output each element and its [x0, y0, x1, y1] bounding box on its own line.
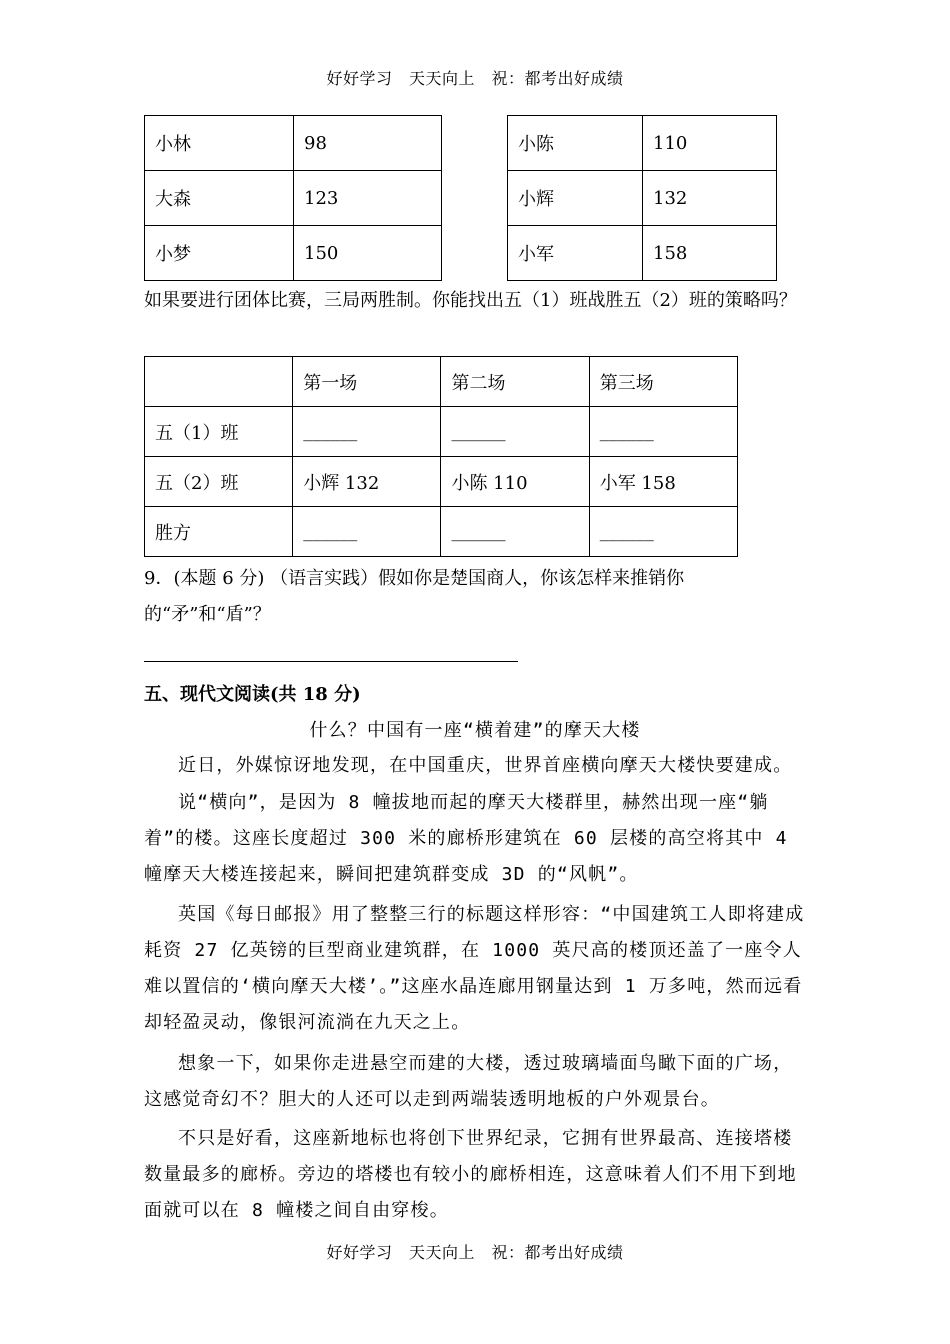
student-name: 小辉	[508, 171, 643, 226]
table-row	[145, 171, 442, 226]
table-row	[145, 116, 442, 171]
table-cell: 小辉 132	[293, 457, 441, 507]
section-title: 五、现代文阅读(共 18 分)	[144, 684, 361, 705]
strategy-table	[144, 356, 738, 557]
header-cell: 第三场	[589, 357, 737, 407]
row-label: 胜方	[145, 507, 293, 557]
student-score: 110	[643, 116, 777, 171]
row-label: 五（2）班	[145, 457, 293, 507]
table-cell: 小陈 110	[441, 457, 589, 507]
row-label: 五（1）班	[145, 407, 293, 457]
answer-blank[interactable]: ______	[589, 507, 737, 557]
student-name: 小陈	[508, 116, 643, 171]
answer-line[interactable]	[144, 661, 518, 662]
student-score: 158	[643, 226, 777, 281]
table-row	[508, 171, 777, 226]
student-name: 小梦	[145, 226, 294, 281]
student-score: 150	[294, 226, 442, 281]
table-row	[145, 407, 738, 457]
article-paragraph: 不只是好看，这座新地标也将创下世界纪录，它拥有世界最高、连接塔楼数量最多的廊桥。旁边的塔楼也有较小的廊桥相连，这意味着人们不用下到地面就可以在 8 幢楼之间自由穿梭。	[144, 1128, 797, 1221]
table-header-row	[145, 357, 738, 407]
article-title: 什么？中国有一座“横着建”的摩天大楼	[309, 720, 641, 741]
table-row	[508, 226, 777, 281]
student-score: 123	[294, 171, 442, 226]
page-footer: 好好学习 天天向上 祝：都考出好成绩	[326, 1243, 624, 1262]
student-score: 132	[643, 171, 777, 226]
page-header: 好好学习 天天向上 祝：都考出好成绩	[326, 69, 624, 88]
table-row	[145, 507, 738, 557]
student-name: 小林	[145, 116, 294, 171]
answer-blank[interactable]: ______	[589, 407, 737, 457]
table-row	[145, 457, 738, 507]
answer-blank[interactable]: ______	[293, 507, 441, 557]
answer-blank[interactable]: ______	[441, 507, 589, 557]
score-table-class-1	[144, 115, 442, 281]
header-cell: 第二场	[441, 357, 589, 407]
question-9-text: 9．(本题 6 分) （语言实践）假如你是楚国商人，你该怎样来推销你的“矛”和“盾”？	[144, 568, 685, 625]
question-8-text: 如果要进行团体比赛，三局两胜制。你能找出五（1）班战胜五（2）班的策略吗？	[144, 290, 797, 311]
answer-blank[interactable]: ______	[441, 407, 589, 457]
header-cell: 第一场	[293, 357, 441, 407]
article-paragraph: 近日，外媒惊讶地发现，在中国重庆，世界首座横向摩天大楼快要建成。	[178, 755, 793, 776]
score-table-class-2	[507, 115, 777, 281]
table-row	[508, 116, 777, 171]
student-name: 大森	[145, 171, 294, 226]
article-paragraph: 想象一下，如果你走进悬空而建的大楼，透过玻璃墙面鸟瞰下面的广场，这感觉奇幻不？胆大的人还可以走到两端装透明地板的户外观景台。	[144, 1053, 793, 1110]
article-paragraph: 说“横向”，是因为 8 幢拔地而起的摩天大楼群里，赫然出现一座“躺着”的楼。这座长度超过 300 米的廊桥形建筑在 60 层楼的高空将其中 4 幢摩天大楼连接起来，瞬间把建筑群变成 3D 的“风帆”。	[144, 792, 788, 885]
table-row	[145, 226, 442, 281]
header-cell	[145, 357, 293, 407]
student-score: 98	[294, 116, 442, 171]
student-name: 小军	[508, 226, 643, 281]
answer-blank[interactable]: ______	[293, 407, 441, 457]
article-paragraph: 英国《每日邮报》用了整整三行的标题这样形容：“中国建筑工人即将建成耗资 27 亿英镑的巨型商业建筑群，在 1000 英尺高的楼顶还盖了一座令人难以置信的‘横向摩天大楼’。”这座水晶连廊用钢量达到 1 万多吨，然而远看却轻盈灵动，像银河流淌在九天之上。	[144, 904, 805, 1033]
table-cell: 小军 158	[589, 457, 737, 507]
